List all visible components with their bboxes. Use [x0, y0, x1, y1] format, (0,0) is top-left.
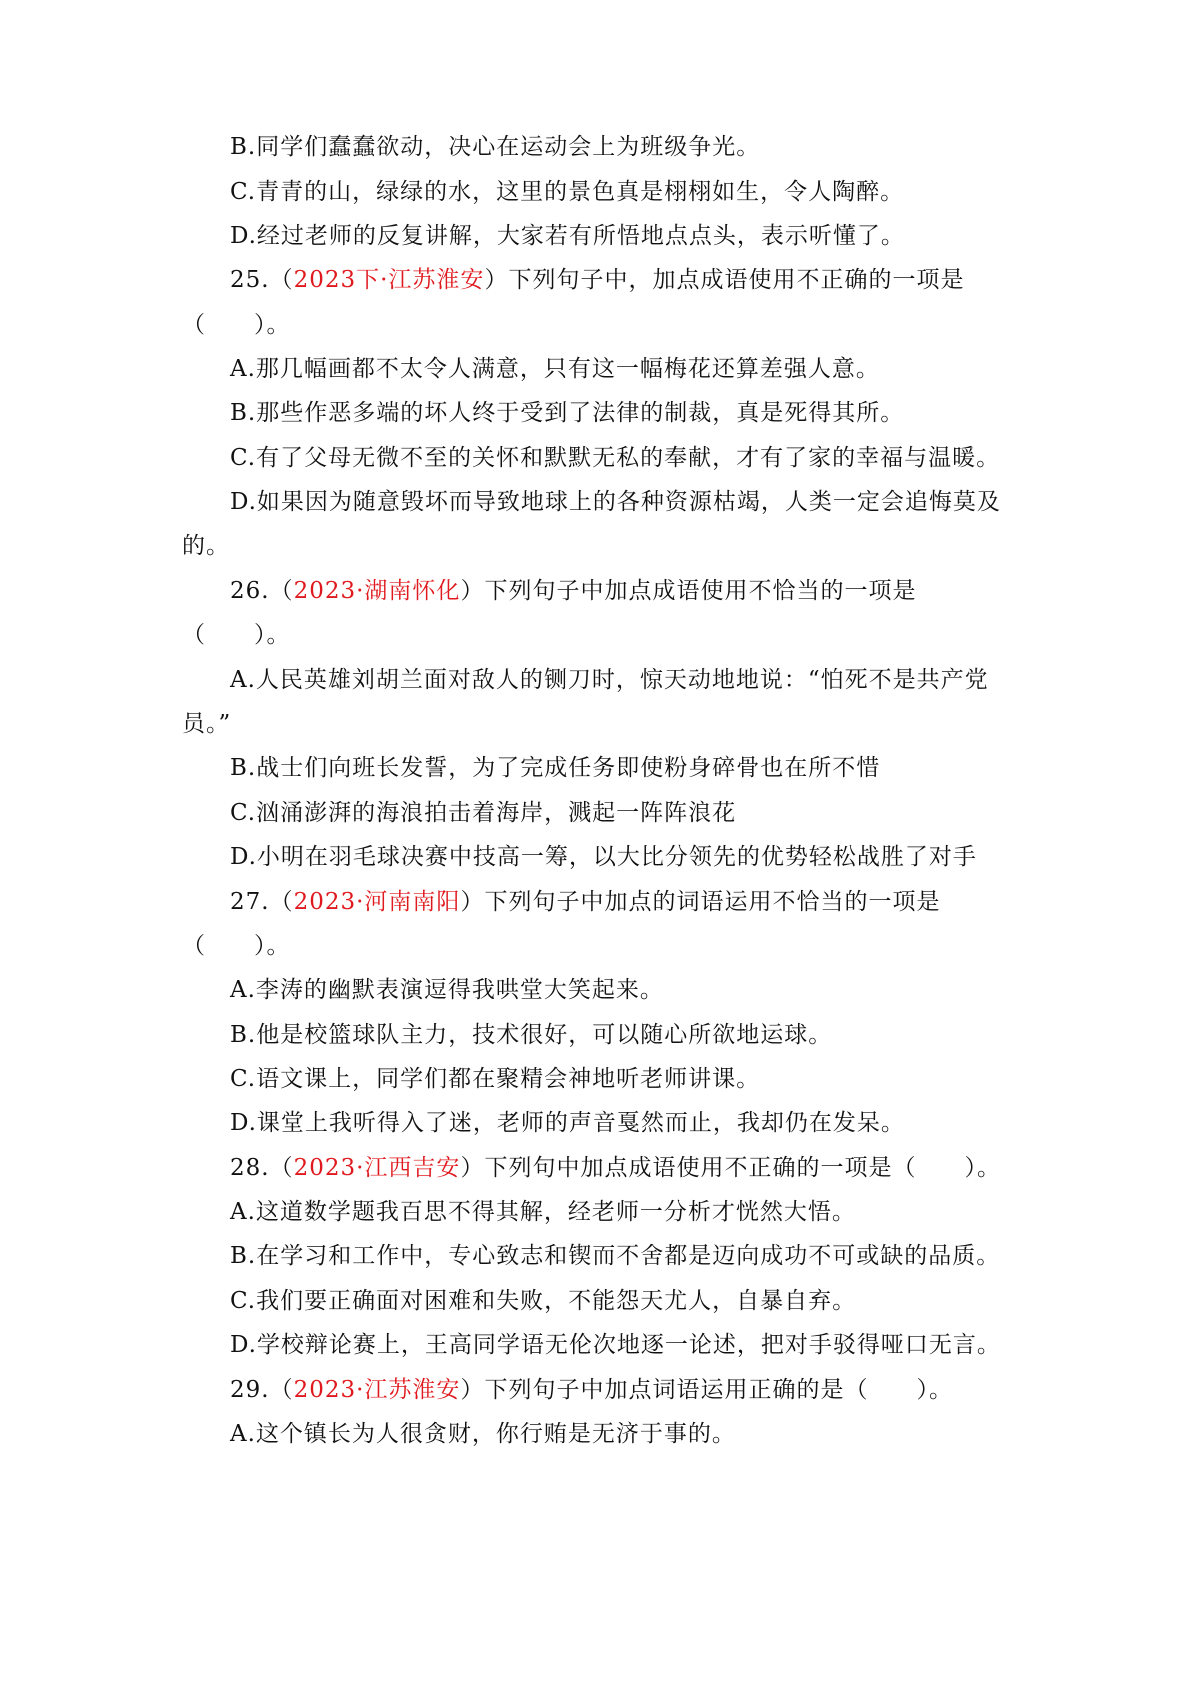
q29-stem-text: ）下列句子中加点词语运用正确的是（ ）。 [460, 1377, 953, 1403]
q27-answer-blank: （ ）。 [182, 933, 291, 959]
q28-number: 28.（ [230, 1155, 294, 1181]
q25-source: 2023下·江苏淮安 [293, 267, 485, 293]
q27-option-d: D.课堂上我听得入了迷，老师的声音戛然而止，我却仍在发呆。 [230, 1110, 905, 1136]
q26-number: 26.（ [230, 578, 294, 604]
q27-option-a: A.李涛的幽默表演逗得我哄堂大笑起来。 [230, 977, 664, 1003]
q26-answer-blank: （ ）。 [182, 622, 291, 648]
q24-option-b: B.同学们蠢蠢欲动，决心在运动会上为班级争光。 [230, 134, 761, 160]
q29-source: 2023·江苏淮安 [293, 1377, 461, 1403]
q25-stem-text: ）下列句子中，加点成语使用不正确的一项是 [484, 267, 965, 293]
q27-option-b: B.他是校篮球队主力，技术很好，可以随心所欲地运球。 [230, 1022, 833, 1048]
q29-number: 29.（ [230, 1377, 294, 1403]
q24-option-c: C.青青的山，绿绿的水，这里的景色真是栩栩如生，令人陶醉。 [230, 179, 905, 205]
q28-option-c: C.我们要正确面对困难和失败，不能怨天尤人，自暴自弃。 [230, 1288, 857, 1314]
q25-option-a: A.那几幅画都不太令人满意，只有这一幅梅花还算差强人意。 [230, 356, 880, 382]
q26-source: 2023·湖南怀化 [293, 578, 461, 604]
q27-source: 2023·河南南阳 [293, 889, 461, 915]
q25-answer-blank: （ ）。 [182, 312, 291, 338]
q27-stem [230, 887, 940, 917]
q29-option-a: A.这个镇长为人很贪财，你行贿是无济于事的。 [230, 1421, 736, 1447]
q28-option-a: A.这道数学题我百思不得其解，经老师一分析才恍然大悟。 [230, 1199, 856, 1225]
q27-number: 27.（ [230, 889, 294, 915]
q26-option-a-continued: 员。” [182, 711, 232, 737]
q28-stem [230, 1153, 1001, 1183]
q26-stem-text: ）下列句子中加点成语使用不恰当的一项是 [460, 578, 917, 604]
q28-option-d: D.学校辩论赛上，王高同学语无伦次地逐一论述，把对手驳得哑口无言。 [230, 1332, 1001, 1358]
q27-stem-text: ）下列句子中加点的词语运用不恰当的一项是 [460, 889, 941, 915]
q27-option-c: C.语文课上，同学们都在聚精会神地听老师讲课。 [230, 1066, 761, 1092]
q26-option-d: D.小明在羽毛球决赛中技高一筹，以大比分领先的优势轻松战胜了对手 [230, 844, 977, 870]
q25-number: 25.（ [230, 267, 294, 293]
q26-option-b: B.战士们向班长发誓，为了完成任务即使粉身碎骨也在所不惜 [230, 755, 881, 781]
q25-option-d-continued: 的。 [182, 533, 230, 559]
q24-option-d: D.经过老师的反复讲解，大家若有所悟地点点头，表示听懂了。 [230, 223, 905, 249]
q25-stem [230, 265, 964, 295]
q26-stem [230, 576, 916, 606]
q25-option-c: C.有了父母无微不至的关怀和默默无私的奉献，才有了家的幸福与温暖。 [230, 445, 1001, 471]
q29-stem [230, 1375, 953, 1405]
q26-option-a: A.人民英雄刘胡兰面对敌人的铡刀时，惊天动地地说：“怕死不是共产党 [230, 667, 989, 693]
q28-stem-text: ）下列句中加点成语使用不正确的一项是（ ）。 [460, 1155, 1001, 1181]
q28-option-b: B.在学习和工作中，专心致志和锲而不舍都是迈向成功不可或缺的品质。 [230, 1243, 1001, 1269]
q25-option-d: D.如果因为随意毁坏而导致地球上的各种资源枯竭，人类一定会追悔莫及 [230, 489, 1001, 515]
q25-option-b: B.那些作恶多端的坏人终于受到了法律的制裁，真是死得其所。 [230, 400, 905, 426]
q28-source: 2023·江西吉安 [293, 1155, 461, 1181]
q26-option-c: C.汹涌澎湃的海浪拍击着海岸，溅起一阵阵浪花 [230, 800, 737, 826]
